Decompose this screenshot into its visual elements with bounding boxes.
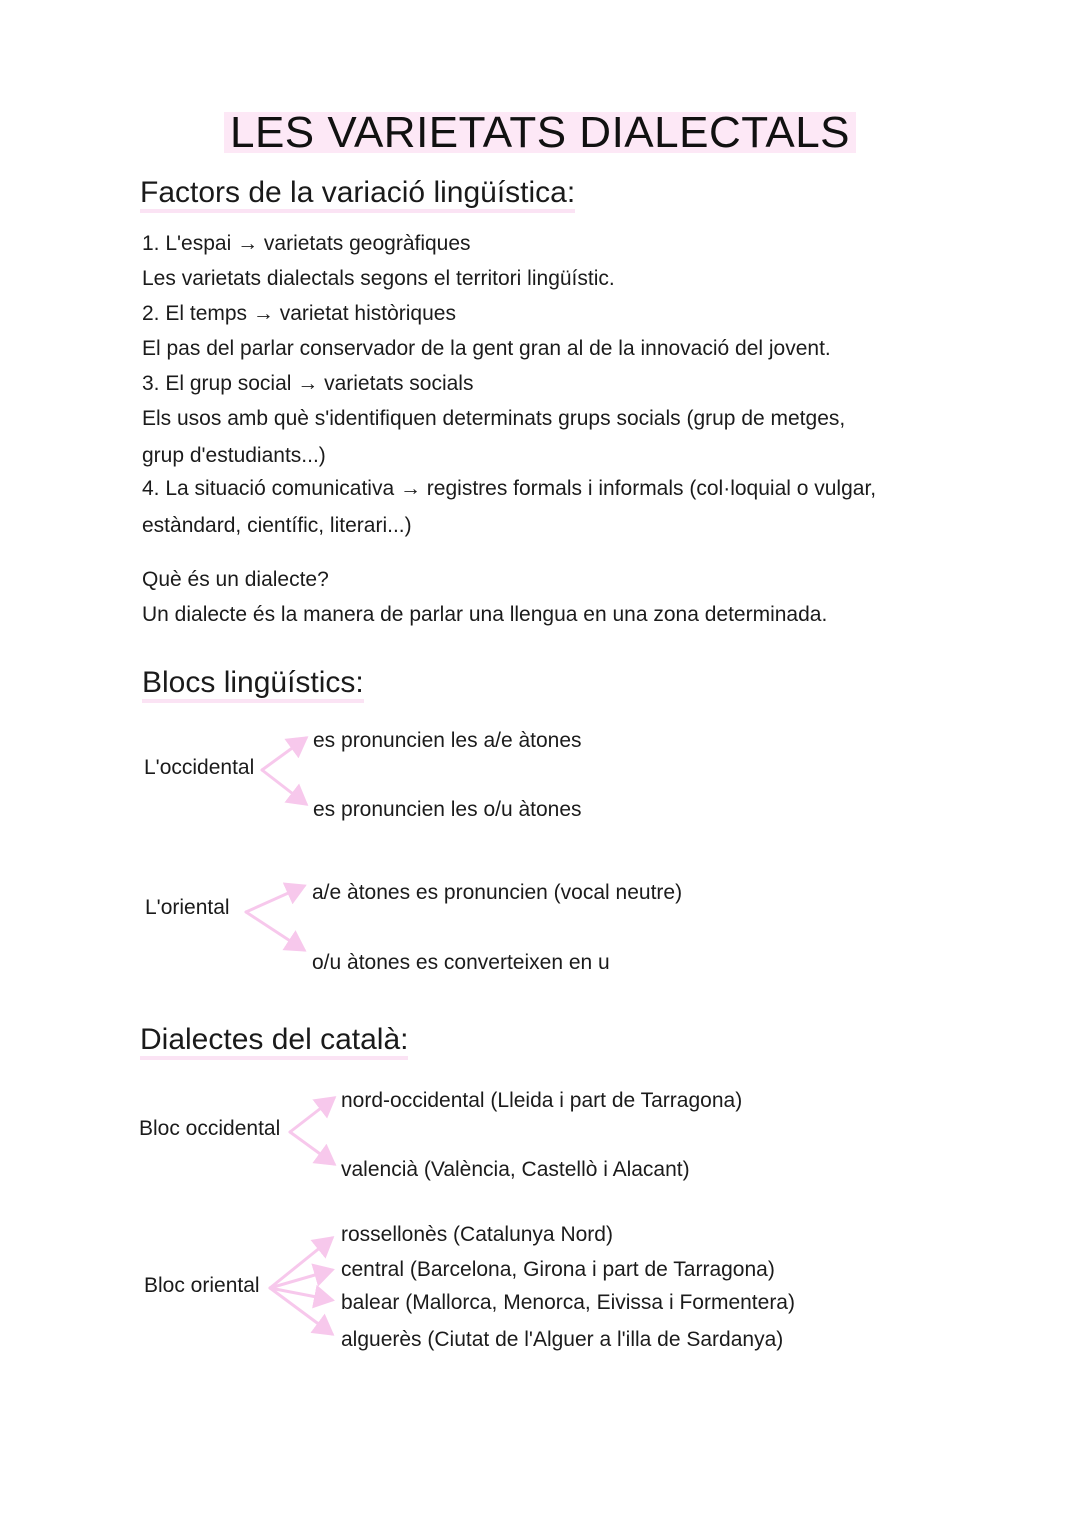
blocs-heading: Blocs lingüístics: <box>142 666 364 700</box>
page-title-text: LES VARIETATS DIALECTALS <box>224 108 856 157</box>
factor-line-6: Els usos amb què s'identifiquen determinats grups socials (grup de metges, <box>142 407 846 430</box>
factor-line-8: 4. La situació comunicativa → registres formals i informals (col·loquial o vulgar, <box>142 477 877 500</box>
dialect-question: Què és un dialecte? <box>142 568 329 591</box>
arrow-dial-occ-2 <box>290 1132 334 1164</box>
dialect-answer: Un dialecte és la manera de parlar una llengua en una zona determinada. <box>142 603 828 626</box>
dialecte-occidental-item-2: valencià (València, Castellò i Alacant) <box>341 1158 690 1181</box>
arrow-oriental-2 <box>246 912 304 950</box>
bloc-occidental-item-2: es pronuncien les o/u àtones <box>313 798 582 821</box>
dialecte-occidental-label: Bloc occidental <box>139 1117 281 1140</box>
arrow-occidental-1 <box>262 738 306 770</box>
arrow-dial-occ-1 <box>290 1098 334 1132</box>
factor-line-2: Les varietats dialectals segons el territori lingüístic. <box>142 267 615 290</box>
dialecte-oriental-item-1: rossellonès (Catalunya Nord) <box>341 1223 613 1246</box>
bloc-oriental-item-1: a/e àtones es pronuncien (vocal neutre) <box>312 881 683 904</box>
factors-heading: Factors de la variació lingüística: <box>140 176 575 210</box>
factor-line-1: 1. L'espai → varietats geogràfiques <box>142 232 471 255</box>
dialecte-oriental-label: Bloc oriental <box>144 1274 260 1297</box>
arrow-oriental-1 <box>246 886 304 912</box>
dialecte-oriental-item-2: central (Barcelona, Girona i part de Tarragona) <box>341 1258 775 1281</box>
factor-line-4: El pas del parlar conservador de la gent gran al de la innovació del jovent. <box>142 337 831 360</box>
bloc-oriental-item-2: o/u àtones es converteixen en u <box>312 951 610 974</box>
factor-line-9: estàndard, científic, literari...) <box>142 514 412 537</box>
factor-line-7: grup d'estudiants...) <box>142 444 326 467</box>
dialecte-oriental-item-3: balear (Mallorca, Menorca, Eivissa i Formentera) <box>341 1291 795 1314</box>
arrow-occidental-2 <box>262 770 306 804</box>
bloc-oriental-label: L'oriental <box>145 896 230 919</box>
bloc-occidental-label: L'occidental <box>144 756 255 779</box>
factor-line-3: 2. El temps → varietat històriques <box>142 302 456 325</box>
bloc-occidental-item-1: es pronuncien les a/e àtones <box>313 729 582 752</box>
dialecte-oriental-item-4: alguerès (Ciutat de l'Alguer a l'illa de Sardanya) <box>341 1328 784 1351</box>
factor-line-5: 3. El grup social → varietats socials <box>142 372 474 395</box>
dialectes-heading: Dialectes del català: <box>140 1023 408 1057</box>
dialecte-occidental-item-1: nord-occidental (Lleida i part de Tarragona) <box>341 1089 743 1112</box>
